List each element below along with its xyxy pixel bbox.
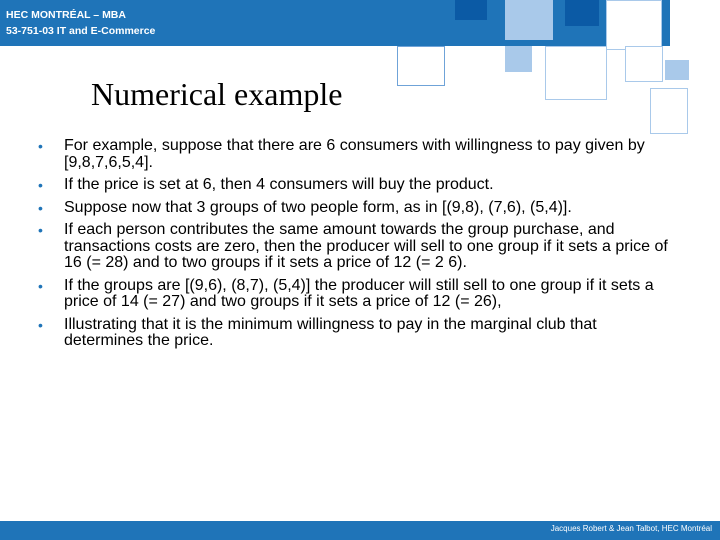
bullet-marker: • — [38, 138, 43, 154]
deco-square — [545, 46, 607, 100]
bullet-item — [38, 200, 678, 217]
deco-square — [505, 46, 532, 72]
slide-title: Numerical example — [91, 76, 343, 112]
bullet-text: Suppose now that 3 groups of two people form, as in [(9,8), (7,6), (5,4)]. — [64, 198, 572, 216]
bullet-text: For example, suppose that there are 6 consumers with willingness to pay given by [9,8,7,6,5,4]. — [64, 137, 645, 171]
deco-square — [665, 60, 689, 80]
bullet-item — [38, 222, 678, 272]
bullet-item — [38, 177, 678, 194]
bullet-item — [38, 278, 678, 311]
deco-square — [505, 0, 553, 40]
bullet-marker: • — [38, 277, 43, 294]
bullet-item — [38, 317, 678, 350]
deco-square — [670, 0, 720, 50]
footer-credit: Jacques Robert & Jean Talbot, HEC Montréal — [550, 524, 712, 533]
bullet-text: Illustrating that it is the minimum willingness to pay in the marginal club that determines the price. — [64, 315, 597, 349]
deco-square — [606, 0, 662, 50]
bullet-text: If each person contributes the same amount towards the group purchase, and transactions costs are zero, then the producer will sell to one group if it sets a price of 16 (= 28) and to two groups if it sets a price of 12 (= 2 6). — [64, 221, 668, 271]
deco-square — [455, 0, 487, 20]
course-institution: HEC MONTRÉAL – MBA — [6, 9, 126, 21]
deco-square — [565, 0, 599, 26]
course-code: 53-751-03 IT and E-Commerce — [6, 25, 156, 37]
bullet-marker: • — [38, 222, 43, 238]
bullet-item — [38, 138, 678, 171]
deco-square — [625, 46, 663, 82]
bullet-text: If the price is set at 6, then 4 consumers will buy the product. — [64, 176, 494, 193]
bullet-marker: • — [38, 199, 43, 216]
bullet-marker: • — [38, 316, 43, 333]
bullet-list — [38, 138, 678, 350]
bullet-marker: • — [38, 177, 43, 193]
bullet-text: If the groups are [(9,6), (8,7), (5,4)] the producer will still sell to one group if it sets a price of 14 (= 27) and two groups if it sets a price of 12 (= 26), — [64, 276, 654, 310]
deco-square — [650, 88, 688, 134]
deco-square — [397, 46, 445, 86]
